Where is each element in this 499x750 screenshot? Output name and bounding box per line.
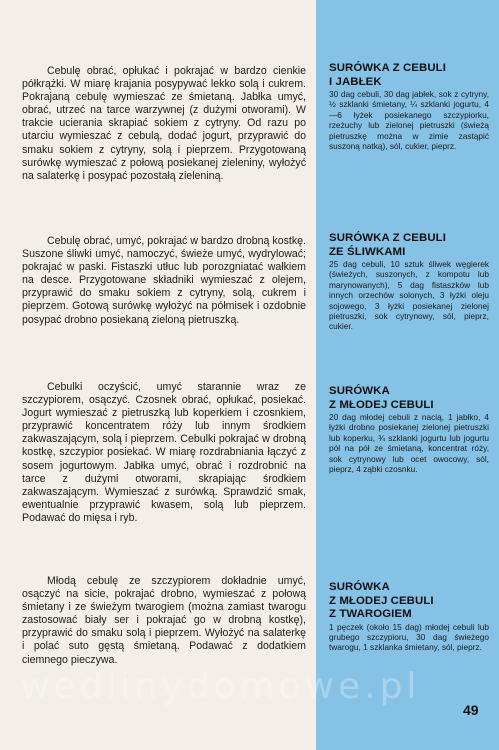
recipe-3-ingredients: 20 dag młodej cebuli z nacią, 1 jabłko, 4 łyżki drobno posiekanej zielonej pietruszki lub koperku, ¾ szklanki jogurtu lub jogurtu pół na pół ze śmietaną, koncentrat róży, sok cytrynowy lub ocet owocowy, sól, pieprz, 4 ząbki czosnku. <box>329 412 489 475</box>
recipe-3-ingredients-box <box>329 385 489 474</box>
page-number: 49 <box>463 702 479 718</box>
recipe-1-method: Cebulę obrać, opłukać i pokrajać w bardzo cienkie półkrążki. W miarę krajania posypywać lekko solą i cukrem. Pokrajaną cebulę wymieszać ze śmietaną. Jabłka umyć, obrać, utrzeć na tarce warzywnej (z dużymi otworami). W trakcie ucierania skrapiać sokiem z cytryny. Od razu po utarciu wymieszać z cebulą, dodać jogurt, przyprawić do smaku sokiem z cytryny, solą i pieprzem. Przygotowaną surówkę wymieszać z połową posiekanej zieleniny, wyłożyć na salaterkę i posypać pozostałą zieleniną. <box>22 65 306 182</box>
watermark: wedlinydomowe.pl <box>20 666 421 707</box>
recipe-2-method: Cebulę obrać, umyć, pokrajać w bardzo drobną kostkę. Suszone śliwki umyć, namoczyć, świeże umyć, wydrylować; pokrajać w paski. Fistaszki utłuc lub porozgniatać wałkiem na desce. Przygotowane składniki wymieszać z olejem, przyprawić do smaku sokiem z cytryny, solą, cukrem i pieprzem. Gotową surówkę wyłożyć na półmisek i ozdobnie posypać drobno posiekaną zieloną pietruszką. <box>22 235 306 326</box>
recipe-2-title-line2: ZE ŚLIWKAMI <box>329 245 406 258</box>
recipe-3-method: Cebulki oczyścić, umyć starannie wraz ze szczypiorem, osączyć. Czosnek obrać, opłukać, posiekać. Jogurt wymieszać z pietruszką lub koperkiem i czosnkiem, przyprawić koncentratem róży lub innym środkiem zakwaszającym, solą i pieprzem. Cebulki pokrajać w drobną kostkę, szczypior posiekać. W miarę rozdrabniania łączyć z sosem jogurtowym. Jabłka umyć, obrać i rozdrobnić na tarce z dużymi otworami, skrapiając środkiem zakwaszającym. Wymieszać z surówką. Sprawdzić smak, ewentualnie przyprawić kwasem, solą lub pieprzem. Podawać do mięsa i ryb. <box>22 381 306 524</box>
recipe-3-title-line2: Z MŁODEJ CEBULI <box>329 398 434 411</box>
recipe-1-title-line1: SURÓWKA Z CEBULI <box>329 62 446 74</box>
recipe-4-method: Młodą cebulę ze szczypiorem dokładnie umyć, osączyć na sicie, pokrajać drobno, wymieszać z połową śmietany i ze świeżym twarogiem (można zamiast twarogu zastosować biały ser i pokrajać go w drobną kostkę), przyprawić do smaku solą i pieprzem. Wyłożyć na salaterkę i polać suto gęstą śmietaną. Podawać z dodatkiem ciemnego pieczywa. <box>22 575 306 666</box>
recipe-2-title-line1: SURÓWKA Z CEBULI <box>329 232 446 244</box>
recipe-2-ingredients-box <box>329 232 489 332</box>
recipe-4-ingredients: 1 pęczek (około 15 dag) młodej cebuli lub grubego szczypioru, 30 dag świeżego twarogu, 1 szklanka śmietany, sól, pieprz. <box>329 621 489 653</box>
recipe-2-ingredients: 25 dag cebuli, 10 sztuk śliwek węgierek (świeżych, suszonych, z kompotu lub marynowanych), 5 dag fistaszków lub innych orzechów solonych, 3 łyżki oleju sojowego, 3 łyżki posiekanej zielonej pietruszki, sok cytrynowy, sól, pieprz, cukier. <box>329 259 489 332</box>
recipe-3-title-line1: SURÓWKA <box>329 385 390 397</box>
recipe-4-ingredients-box <box>329 581 489 653</box>
recipe-1-title-line2: I JABŁEK <box>329 75 382 88</box>
recipe-1-ingredients-box <box>329 62 489 151</box>
recipe-4-title-line2: Z MŁODEJ CEBULI <box>329 594 434 607</box>
recipe-4-title-line3: Z TWAROGIEM <box>329 608 412 620</box>
recipe-4-title-line1: SURÓWKA <box>329 581 390 593</box>
recipe-1-ingredients: 30 dag cebuli, 30 dag jabłek, sok z cytryny, ½ szklanki śmietany, ¼ szklanki jogurtu, 4—6 łyżek posiekanego szczypiorku, rzeżuchy lub zielonej pietruszki (świeżą pietruszkę można w zimie zastąpić suszoną natką), sól, cukier, pieprz. <box>329 89 489 152</box>
